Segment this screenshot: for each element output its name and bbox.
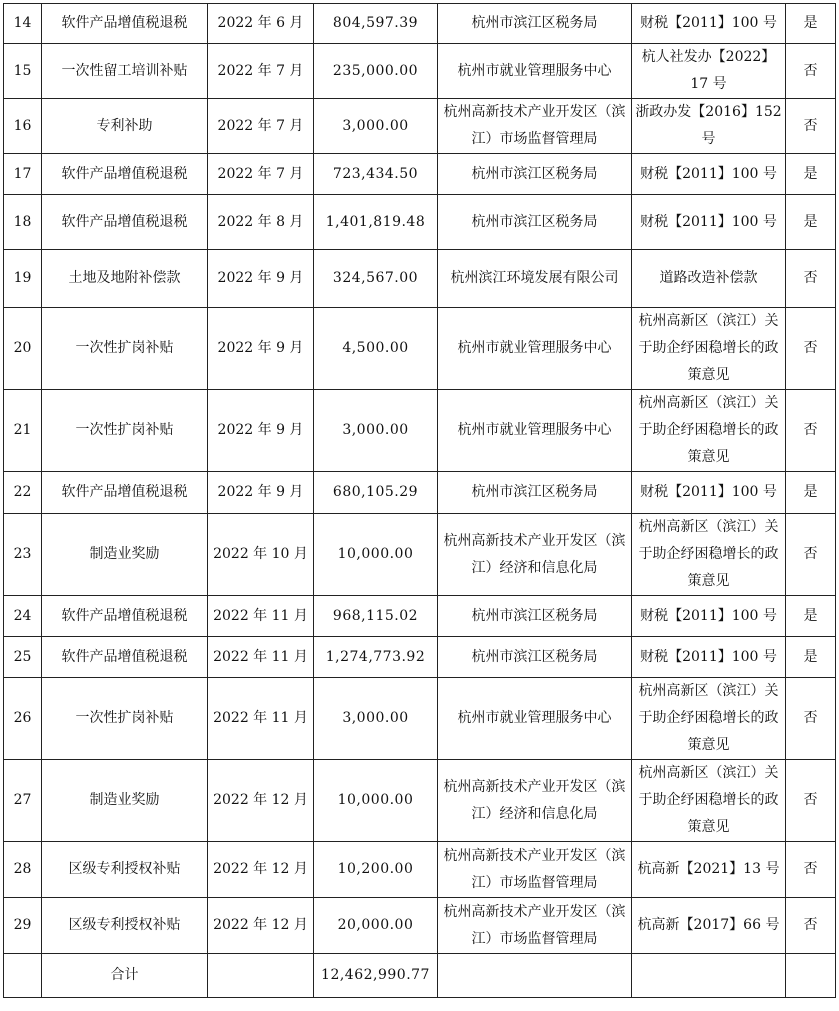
row-number: 25 — [4, 637, 42, 678]
row-number: 22 — [4, 472, 42, 514]
grants-table — [3, 3, 836, 998]
grant-amount: 4,500.00 — [314, 308, 438, 390]
grant-item: 软件产品增值税退税 — [42, 4, 208, 44]
table-row — [4, 308, 836, 390]
grant-basis: 财税【2011】100 号 — [632, 4, 786, 44]
grant-issuer: 杭州市滨江区税务局 — [438, 596, 632, 637]
grant-issuer: 杭州滨江环境发展有限公司 — [438, 250, 632, 308]
grant-flag: 否 — [786, 99, 836, 154]
grant-item: 软件产品增值税退税 — [42, 472, 208, 514]
grant-item: 软件产品增值税退税 — [42, 596, 208, 637]
grant-flag: 否 — [786, 898, 836, 954]
grant-amount: 10,000.00 — [314, 514, 438, 596]
row-number: 14 — [4, 4, 42, 44]
grant-basis: 财税【2011】100 号 — [632, 472, 786, 514]
grant-date: 2022 年 9 月 — [208, 250, 314, 308]
grant-item: 一次性留工培训补贴 — [42, 44, 208, 99]
total-empty — [438, 954, 632, 998]
table-row — [4, 514, 836, 596]
grant-basis: 杭州高新区（滨江）关于助企纾困稳增长的政策意见 — [632, 514, 786, 596]
grant-flag: 否 — [786, 678, 836, 760]
grant-date: 2022 年 6 月 — [208, 4, 314, 44]
grant-basis: 杭人社发办【2022】17 号 — [632, 44, 786, 99]
total-row — [4, 954, 836, 998]
row-number: 19 — [4, 250, 42, 308]
grant-flag: 否 — [786, 514, 836, 596]
grant-date: 2022 年 9 月 — [208, 308, 314, 390]
grant-basis: 杭州高新区（滨江）关于助企纾困稳增长的政策意见 — [632, 760, 786, 842]
grant-issuer: 杭州市就业管理服务中心 — [438, 678, 632, 760]
grant-date: 2022 年 9 月 — [208, 390, 314, 472]
grant-basis: 财税【2011】100 号 — [632, 596, 786, 637]
total-spacer — [4, 954, 42, 998]
grant-flag: 是 — [786, 4, 836, 44]
grant-basis: 杭州高新区（滨江）关于助企纾困稳增长的政策意见 — [632, 678, 786, 760]
row-number: 18 — [4, 195, 42, 250]
total-amount: 12,462,990.77 — [314, 954, 438, 998]
row-number: 26 — [4, 678, 42, 760]
grant-date: 2022 年 11 月 — [208, 637, 314, 678]
grant-date: 2022 年 7 月 — [208, 154, 314, 195]
grant-amount: 3,000.00 — [314, 678, 438, 760]
grant-flag: 否 — [786, 44, 836, 99]
table-row — [4, 250, 836, 308]
grant-amount: 968,115.02 — [314, 596, 438, 637]
grant-item: 土地及地附补偿款 — [42, 250, 208, 308]
table-row — [4, 472, 836, 514]
grant-item: 制造业奖励 — [42, 514, 208, 596]
grant-item: 一次性扩岗补贴 — [42, 390, 208, 472]
grant-issuer: 杭州高新技术产业开发区（滨江）经济和信息化局 — [438, 514, 632, 596]
table-row — [4, 678, 836, 760]
grant-amount: 324,567.00 — [314, 250, 438, 308]
grant-issuer: 杭州市就业管理服务中心 — [438, 308, 632, 390]
grant-date: 2022 年 12 月 — [208, 760, 314, 842]
grant-flag: 否 — [786, 390, 836, 472]
grant-amount: 235,000.00 — [314, 44, 438, 99]
grant-issuer: 杭州高新技术产业开发区（滨江）经济和信息化局 — [438, 760, 632, 842]
grant-flag: 是 — [786, 637, 836, 678]
grant-item: 区级专利授权补贴 — [42, 842, 208, 898]
table-row — [4, 195, 836, 250]
row-number: 27 — [4, 760, 42, 842]
grant-flag: 否 — [786, 760, 836, 842]
grant-basis: 杭高新【2021】13 号 — [632, 842, 786, 898]
grant-issuer: 杭州高新技术产业开发区（滨江）市场监督管理局 — [438, 842, 632, 898]
grant-flag: 是 — [786, 154, 836, 195]
grant-amount: 723,434.50 — [314, 154, 438, 195]
grant-issuer: 杭州市滨江区税务局 — [438, 472, 632, 514]
grant-flag: 否 — [786, 842, 836, 898]
grant-basis: 财税【2011】100 号 — [632, 195, 786, 250]
total-empty — [208, 954, 314, 998]
row-number: 17 — [4, 154, 42, 195]
grant-amount: 1,274,773.92 — [314, 637, 438, 678]
grant-flag: 否 — [786, 250, 836, 308]
grant-amount: 804,597.39 — [314, 4, 438, 44]
row-number: 16 — [4, 99, 42, 154]
grant-amount: 1,401,819.48 — [314, 195, 438, 250]
row-number: 21 — [4, 390, 42, 472]
grant-item: 一次性扩岗补贴 — [42, 308, 208, 390]
grant-amount: 20,000.00 — [314, 898, 438, 954]
grant-amount: 680,105.29 — [314, 472, 438, 514]
row-number: 24 — [4, 596, 42, 637]
grant-issuer: 杭州高新技术产业开发区（滨江）市场监督管理局 — [438, 99, 632, 154]
row-number: 20 — [4, 308, 42, 390]
grant-flag: 是 — [786, 195, 836, 250]
grant-date: 2022 年 7 月 — [208, 99, 314, 154]
table-row — [4, 99, 836, 154]
row-number: 23 — [4, 514, 42, 596]
grant-date: 2022 年 11 月 — [208, 596, 314, 637]
row-number: 28 — [4, 842, 42, 898]
grant-flag: 是 — [786, 596, 836, 637]
grant-issuer: 杭州市滨江区税务局 — [438, 637, 632, 678]
grant-basis: 浙政办发【2016】152 号 — [632, 99, 786, 154]
grant-issuer: 杭州市就业管理服务中心 — [438, 390, 632, 472]
grant-item: 软件产品增值税退税 — [42, 195, 208, 250]
row-number: 15 — [4, 44, 42, 99]
grant-item: 软件产品增值税退税 — [42, 154, 208, 195]
row-number: 29 — [4, 898, 42, 954]
grant-issuer: 杭州高新技术产业开发区（滨江）市场监督管理局 — [438, 898, 632, 954]
grant-issuer: 杭州市滨江区税务局 — [438, 4, 632, 44]
grant-basis: 财税【2011】100 号 — [632, 154, 786, 195]
grant-issuer: 杭州市滨江区税务局 — [438, 195, 632, 250]
total-empty — [786, 954, 836, 998]
grant-item: 软件产品增值税退税 — [42, 637, 208, 678]
table-row — [4, 390, 836, 472]
table-row — [4, 154, 836, 195]
table-row — [4, 637, 836, 678]
grant-date: 2022 年 12 月 — [208, 842, 314, 898]
grant-basis: 道路改造补偿款 — [632, 250, 786, 308]
total-empty — [632, 954, 786, 998]
grant-basis: 杭州高新区（滨江）关于助企纾困稳增长的政策意见 — [632, 390, 786, 472]
grant-amount: 10,200.00 — [314, 842, 438, 898]
grant-date: 2022 年 11 月 — [208, 678, 314, 760]
table-row — [4, 4, 836, 44]
grant-flag: 否 — [786, 308, 836, 390]
grant-item: 区级专利授权补贴 — [42, 898, 208, 954]
grant-issuer: 杭州市滨江区税务局 — [438, 154, 632, 195]
grant-date: 2022 年 8 月 — [208, 195, 314, 250]
grant-basis: 财税【2011】100 号 — [632, 637, 786, 678]
grant-date: 2022 年 12 月 — [208, 898, 314, 954]
grant-flag: 是 — [786, 472, 836, 514]
table-row — [4, 44, 836, 99]
total-label: 合计 — [42, 954, 208, 998]
grants-table-body — [4, 4, 836, 998]
grant-item: 制造业奖励 — [42, 760, 208, 842]
grant-date: 2022 年 10 月 — [208, 514, 314, 596]
grant-issuer: 杭州市就业管理服务中心 — [438, 44, 632, 99]
table-row — [4, 596, 836, 637]
grant-basis: 杭州高新区（滨江）关于助企纾困稳增长的政策意见 — [632, 308, 786, 390]
table-row — [4, 760, 836, 842]
grant-amount: 3,000.00 — [314, 99, 438, 154]
grant-amount: 10,000.00 — [314, 760, 438, 842]
table-row — [4, 842, 836, 898]
grant-date: 2022 年 9 月 — [208, 472, 314, 514]
grant-date: 2022 年 7 月 — [208, 44, 314, 99]
grant-basis: 杭高新【2017】66 号 — [632, 898, 786, 954]
table-row — [4, 898, 836, 954]
grant-amount: 3,000.00 — [314, 390, 438, 472]
grant-item: 一次性扩岗补贴 — [42, 678, 208, 760]
grant-item: 专利补助 — [42, 99, 208, 154]
